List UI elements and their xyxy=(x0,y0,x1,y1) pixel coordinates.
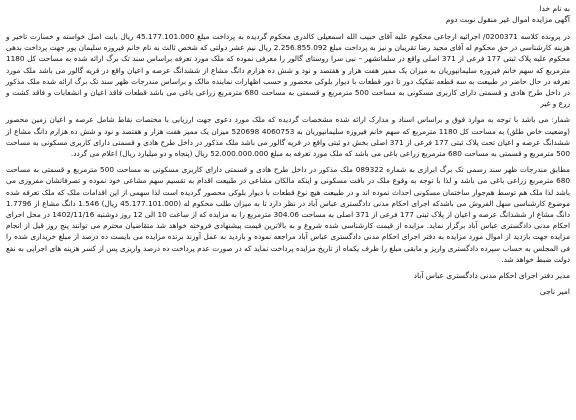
signer-name: امیر ناجی xyxy=(539,287,570,297)
office-signature-line: مدیر دفتر اجرای احکام مدنی دادگستری عباس آباد xyxy=(413,271,570,281)
paragraph-auction-terms: مطابق مندرجات ظهر سند رسمی تک برگ ابرازی به شماره 089322 ملک مذکور در داخل طرح هادی و قسمتی دارای کاربری مسکونی به مساحت 500 مترمربع و قسمتی به مساحت 680 مترمربع زراعی باغی می باشد و لذا با توجه به وقوع ملک در بافت مسکونی و اینکه مالکان مشاعی در طبیعت اقدام به تقسیم سهم مشاعی خود نموده و تصرفاتشان مفروزی می باشد لذا ملک هم توسط هم‌جوار ساختمان مسکونی احداث نموده اند و در طبیعت هیچ نوع قطعات با دیوار بلوکی محصور گردیده است لذا سهمی از این اقدامات ملک که ملک تعرفه شده موضوع کارشناسی سهل الفروش می باشدکه اجرای احکام مدنی دادگستری عباس آباد در نظر دارد تا به میزان طلب محکوم له (45.177.101.000 ریال) 1.546 دانگ مشاع از 1.7796 دانگ مشاع از ششدانگ عرصه و اعیان از پلاک ثبتی 177 فرعی از 371 اصلی به مساحت 304.06 مترمربع را به مزایده که از ساعت 10 الی 12 روز دوشنبه 1402/11/16 در محل اجرای احکام مدنی دادگستری عباس آباد برگزار نماید. مزایده از قیمت کارشناسی شده شروع و به بالاترین قیمت پیشنهادی فروخته خواهد شد متقاضیان محترم می توانند پنج روز قبل از انجام مزایده جهت بازدید از اموال مورد مزایده به دفتر اجرای احکام مدنی دادگستری عباس آباد مراجعه نموده و بازدید به عمل آورند برنده مزایده می بایست ده درصد از مبلغ خریداری شده را فی المجلس به حساب سپرده دادگستری واریز و مابقی مبلغ را ظرف یکماه از تاریخ مزایده پرداخت نماید که در صورت عدم پرداخت ده درصد واریزی پس از کسر هزینه های اجرایی به نفع دولت ضبط خواهد شد. xyxy=(6,165,570,264)
paragraph-valuation: شمار: می باشد با توجه به موارد فوق و براساس اسناد و مدارک ارائه شده مشخصات گردیده که ملک مورد دعوی جهت ارزیابی با مختصات نقاط شامل عرصه و اعیان زمین محصور (وضعیت خاص طلق) به مساحت کل 1180 مترمربع که سهم خانم فیروزه سلیمانپوریان به 4060753 520698 میزان یک ممیز هفت هزار و هفتصد و نود و شش ده هزارم دانگ مشاع از ششدانگ عرصه و اعیان تحت پلاک ثبتی 177 فرعی از 371 اصلی بخش دو ثبتی واقع در قریه گالور می باشد ملک مذکور در داخل طرح هادی و قسمتی دارای کاربری مسکونی به مساحت 500 مترمربع و قسمتی به مساحت 680 مترمربع زراعی باغی می باشد که ملک مورد تعرفه به مبلغ 52.000.000.000 ریال (پنجاه و دو میلیارد ریال) اعلام می گردد. xyxy=(6,115,571,159)
document-invocation: به نام خدا xyxy=(539,4,570,13)
document-title: آگهی مزایده اموال غیر منقول نوبت دوم xyxy=(445,15,570,24)
paragraph-case-details: در پرونده کلاسه 0200371/ اجرائیه ارجاعی محکوم علیه آقای حبیب الله اسمعیلی کالدری محکوم گردیده به پرداخت مبلغ 45.177.101.000 ریال بابت اصل خواسته و خسارت تاخیر و هزینه کارشناسی در حق محکوم له آقای مجید رضا تقریبان و نیز به پرداخت مبلغ 2.256.855.092 ریال نیم عشر دولتی که شخص ثالث به نام خانم فیروزه سلیمان پور جهت پرداخت بدهی محکوم علیه پلاک ثبتی 177 فرعی از 371 اصلی واقع در سلماتشهر – نبی سرا روستای گالور را معرفی نموده که ملک مورد تعرفه براساس سند تک برگ ارائه شده به مساحت کل 1180 مترمربع که سهم خانم فیروزه سلیمانپوریان به میزان یک ممیز هفت هزار و هفتصد و نود و شش ده هزارم دانگ مشاع از ششدانگ عرصه و اعیان واقع در قریه گالور می باشد ملک مورد تعرفه در حال حاضر در طبیعت به سه قطعه تفکیک دور تا دور قطعات با دیوار بلوکی محصور و حسب اظهارات نماینده مالک و براساس مندرجات ظهر سند تک برگ ارائه شده ملک مذکور در داخل طرح هادی و قسمتی دارای کاربری مسکونی به مساحت 500 مترمربع و قسمتی به مساحت 680 مترمربع زراعی باغی می باشد قطعات فاقد اعیان و انشعابات و فاقد کشت و زرع و غیر xyxy=(6,32,571,109)
